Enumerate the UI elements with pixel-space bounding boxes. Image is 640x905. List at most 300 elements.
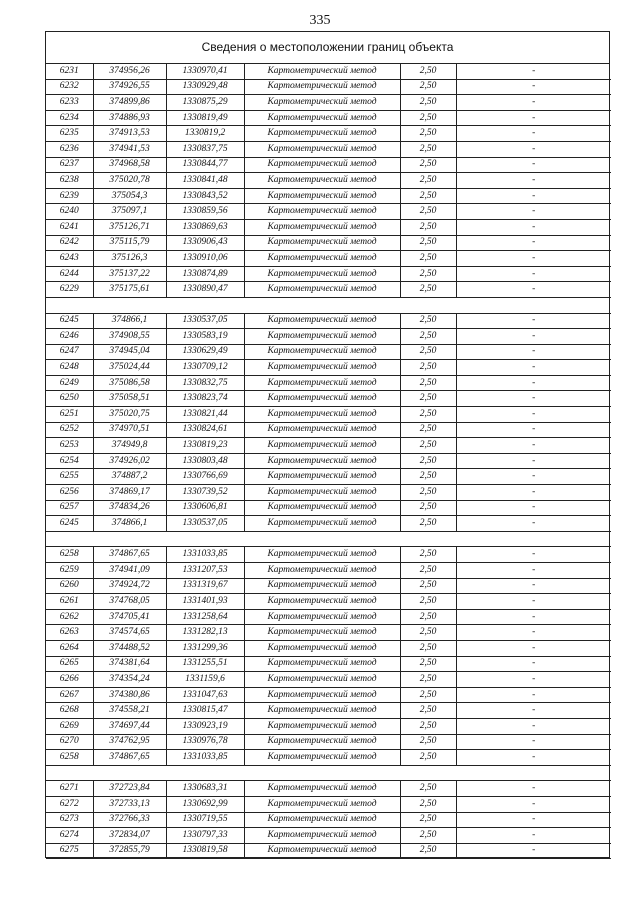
y-coordinate-cell: 1330803,48: [166, 453, 244, 469]
method-cell: Картометрический метод: [244, 110, 400, 126]
table-row: [46, 188, 611, 204]
y-coordinate-cell: 1330929,48: [166, 79, 244, 95]
accuracy-cell: 2,50: [400, 625, 456, 641]
x-coordinate-cell: 374887,2: [93, 469, 166, 485]
accuracy-cell: 2,50: [400, 734, 456, 750]
description-cell: -: [456, 251, 611, 267]
y-coordinate-cell: 1330923,19: [166, 718, 244, 734]
method-cell: Картометрический метод: [244, 251, 400, 267]
description-cell: -: [456, 500, 611, 516]
y-coordinate-cell: 1330819,23: [166, 438, 244, 454]
accuracy-cell: 2,50: [400, 266, 456, 282]
x-coordinate-cell: 374866,1: [93, 516, 166, 532]
y-coordinate-cell: 1330819,2: [166, 126, 244, 142]
accuracy-cell: 2,50: [400, 204, 456, 220]
y-coordinate-cell: 1330797,33: [166, 828, 244, 844]
point-number-cell: 6234: [46, 110, 93, 126]
method-cell: Картометрический метод: [244, 64, 400, 79]
point-number-cell: 6240: [46, 204, 93, 220]
group-separator: [46, 297, 611, 313]
point-number-cell: 6270: [46, 734, 93, 750]
table-row: [46, 687, 611, 703]
method-cell: Картометрический метод: [244, 313, 400, 329]
accuracy-cell: 2,50: [400, 469, 456, 485]
point-number-cell: 6263: [46, 625, 93, 641]
description-cell: -: [456, 796, 611, 812]
description-cell: -: [456, 360, 611, 376]
y-coordinate-cell: 1331207,53: [166, 563, 244, 579]
accuracy-cell: 2,50: [400, 547, 456, 563]
point-number-cell: 6248: [46, 360, 93, 376]
table-row: [46, 796, 611, 812]
page-number: 335: [309, 13, 331, 28]
x-coordinate-cell: 374354,24: [93, 672, 166, 688]
accuracy-cell: 2,50: [400, 375, 456, 391]
description-cell: -: [456, 235, 611, 251]
table-row: [46, 438, 611, 454]
y-coordinate-cell: 1330819,58: [166, 843, 244, 859]
x-coordinate-cell: 374574,65: [93, 625, 166, 641]
accuracy-cell: 2,50: [400, 563, 456, 579]
y-coordinate-cell: 1331033,85: [166, 750, 244, 766]
description-cell: -: [456, 141, 611, 157]
x-coordinate-cell: 375175,61: [93, 282, 166, 298]
point-number-cell: 6262: [46, 609, 93, 625]
point-number-cell: 6272: [46, 796, 93, 812]
accuracy-cell: 2,50: [400, 360, 456, 376]
table-row: [46, 126, 611, 142]
point-number-cell: 6245: [46, 516, 93, 532]
table-row: [46, 64, 611, 79]
method-cell: Картометрический метод: [244, 812, 400, 828]
accuracy-cell: 2,50: [400, 640, 456, 656]
method-cell: Картометрический метод: [244, 718, 400, 734]
point-number-cell: 6250: [46, 391, 93, 407]
x-coordinate-cell: 372855,79: [93, 843, 166, 859]
y-coordinate-cell: 1331033,85: [166, 547, 244, 563]
x-coordinate-cell: 374488,52: [93, 640, 166, 656]
table-row: [46, 329, 611, 345]
point-number-cell: 6246: [46, 329, 93, 345]
method-cell: Картометрический метод: [244, 141, 400, 157]
accuracy-cell: 2,50: [400, 438, 456, 454]
point-number-cell: 6255: [46, 469, 93, 485]
table-row: [46, 266, 611, 282]
accuracy-cell: 2,50: [400, 828, 456, 844]
description-cell: -: [456, 625, 611, 641]
y-coordinate-cell: 1330906,43: [166, 235, 244, 251]
method-cell: Картометрический метод: [244, 703, 400, 719]
accuracy-cell: 2,50: [400, 703, 456, 719]
table-row: [46, 204, 611, 220]
y-coordinate-cell: 1331258,64: [166, 609, 244, 625]
table-row: [46, 141, 611, 157]
accuracy-cell: 2,50: [400, 344, 456, 360]
accuracy-cell: 2,50: [400, 796, 456, 812]
point-number-cell: 6232: [46, 79, 93, 95]
description-cell: -: [456, 219, 611, 235]
description-cell: -: [456, 485, 611, 501]
y-coordinate-cell: 1330606,81: [166, 500, 244, 516]
table-row: [46, 360, 611, 376]
table-row: [46, 625, 611, 641]
accuracy-cell: 2,50: [400, 391, 456, 407]
x-coordinate-cell: 375115,79: [93, 235, 166, 251]
description-cell: -: [456, 157, 611, 173]
x-coordinate-cell: 374913,53: [93, 126, 166, 142]
description-cell: -: [456, 547, 611, 563]
y-coordinate-cell: 1330869,63: [166, 219, 244, 235]
method-cell: Картометрический метод: [244, 360, 400, 376]
description-cell: -: [456, 64, 611, 79]
y-coordinate-cell: 1330824,61: [166, 422, 244, 438]
x-coordinate-cell: 374697,44: [93, 718, 166, 734]
x-coordinate-cell: 374867,65: [93, 547, 166, 563]
method-cell: Картометрический метод: [244, 126, 400, 142]
table-row: [46, 703, 611, 719]
separator-cell: [46, 531, 611, 547]
group-separator: [46, 765, 611, 781]
point-number-cell: 6247: [46, 344, 93, 360]
table-row: [46, 391, 611, 407]
y-coordinate-cell: 1330537,05: [166, 516, 244, 532]
point-number-cell: 6266: [46, 672, 93, 688]
method-cell: Картометрический метод: [244, 422, 400, 438]
description-cell: -: [456, 453, 611, 469]
point-number-cell: 6254: [46, 453, 93, 469]
point-number-cell: 6258: [46, 750, 93, 766]
method-cell: Картометрический метод: [244, 188, 400, 204]
table-row: [46, 750, 611, 766]
method-cell: Картометрический метод: [244, 95, 400, 111]
method-cell: Картометрический метод: [244, 219, 400, 235]
y-coordinate-cell: 1330910,06: [166, 251, 244, 267]
x-coordinate-cell: 374956,26: [93, 64, 166, 79]
table-row: [46, 734, 611, 750]
point-number-cell: 6274: [46, 828, 93, 844]
method-cell: Картометрический метод: [244, 485, 400, 501]
point-number-cell: 6268: [46, 703, 93, 719]
accuracy-cell: 2,50: [400, 313, 456, 329]
x-coordinate-cell: 375054,3: [93, 188, 166, 204]
description-cell: -: [456, 469, 611, 485]
method-cell: Картометрический метод: [244, 687, 400, 703]
x-coordinate-cell: 374945,04: [93, 344, 166, 360]
method-cell: Картометрический метод: [244, 157, 400, 173]
table-row: [46, 344, 611, 360]
point-number-cell: 6243: [46, 251, 93, 267]
accuracy-cell: 2,50: [400, 110, 456, 126]
y-coordinate-cell: 1330819,49: [166, 110, 244, 126]
table-row: [46, 718, 611, 734]
method-cell: Картометрический метод: [244, 594, 400, 610]
accuracy-cell: 2,50: [400, 329, 456, 345]
y-coordinate-cell: 1330692,99: [166, 796, 244, 812]
x-coordinate-cell: 375126,71: [93, 219, 166, 235]
description-cell: -: [456, 313, 611, 329]
method-cell: Картометрический метод: [244, 375, 400, 391]
point-number-cell: 6258: [46, 547, 93, 563]
x-coordinate-cell: 374926,55: [93, 79, 166, 95]
table-row: [46, 375, 611, 391]
method-cell: Картометрический метод: [244, 407, 400, 423]
method-cell: Картометрический метод: [244, 578, 400, 594]
table-row: [46, 547, 611, 563]
sheet-header: Сведения о местоположении границ объекта: [46, 32, 609, 64]
point-number-cell: 6257: [46, 500, 93, 516]
description-cell: -: [456, 672, 611, 688]
accuracy-cell: 2,50: [400, 609, 456, 625]
point-number-cell: 6271: [46, 781, 93, 797]
method-cell: Картометрический метод: [244, 796, 400, 812]
x-coordinate-cell: 374926,02: [93, 453, 166, 469]
x-coordinate-cell: 374924,72: [93, 578, 166, 594]
y-coordinate-cell: 1330832,75: [166, 375, 244, 391]
description-cell: -: [456, 344, 611, 360]
point-number-cell: 6238: [46, 173, 93, 189]
accuracy-cell: 2,50: [400, 64, 456, 79]
point-number-cell: 6245: [46, 313, 93, 329]
accuracy-cell: 2,50: [400, 500, 456, 516]
method-cell: Картометрический метод: [244, 609, 400, 625]
point-number-cell: 6273: [46, 812, 93, 828]
point-number-cell: 6249: [46, 375, 93, 391]
accuracy-cell: 2,50: [400, 485, 456, 501]
x-coordinate-cell: 375137,22: [93, 266, 166, 282]
method-cell: Картометрический метод: [244, 266, 400, 282]
description-cell: -: [456, 329, 611, 345]
description-cell: -: [456, 687, 611, 703]
point-number-cell: 6239: [46, 188, 93, 204]
method-cell: Картометрический метод: [244, 625, 400, 641]
y-coordinate-cell: 1331319,67: [166, 578, 244, 594]
y-coordinate-cell: 1330821,44: [166, 407, 244, 423]
y-coordinate-cell: 1330970,41: [166, 64, 244, 79]
method-cell: Картометрический метод: [244, 391, 400, 407]
table-row: [46, 781, 611, 797]
x-coordinate-cell: 374908,55: [93, 329, 166, 345]
y-coordinate-cell: 1330683,31: [166, 781, 244, 797]
table-row: [46, 672, 611, 688]
accuracy-cell: 2,50: [400, 781, 456, 797]
point-number-cell: 6241: [46, 219, 93, 235]
description-cell: -: [456, 812, 611, 828]
method-cell: Картометрический метод: [244, 750, 400, 766]
x-coordinate-cell: 374558,21: [93, 703, 166, 719]
method-cell: Картометрический метод: [244, 282, 400, 298]
x-coordinate-cell: 374705,41: [93, 609, 166, 625]
x-coordinate-cell: 372834,07: [93, 828, 166, 844]
point-number-cell: 6235: [46, 126, 93, 142]
accuracy-cell: 2,50: [400, 656, 456, 672]
accuracy-cell: 2,50: [400, 453, 456, 469]
table-row: [46, 843, 611, 859]
y-coordinate-cell: 1331401,93: [166, 594, 244, 610]
coordinates-table: [46, 64, 611, 859]
y-coordinate-cell: 1330843,52: [166, 188, 244, 204]
separator-cell: [46, 765, 611, 781]
accuracy-cell: 2,50: [400, 672, 456, 688]
x-coordinate-cell: 375097,1: [93, 204, 166, 220]
method-cell: Картометрический метод: [244, 734, 400, 750]
description-cell: -: [456, 718, 611, 734]
y-coordinate-cell: 1330844,77: [166, 157, 244, 173]
table-row: [46, 609, 611, 625]
description-cell: -: [456, 843, 611, 859]
accuracy-cell: 2,50: [400, 251, 456, 267]
y-coordinate-cell: 1330874,89: [166, 266, 244, 282]
table-row: [46, 313, 611, 329]
table-row: [46, 157, 611, 173]
y-coordinate-cell: 1330583,19: [166, 329, 244, 345]
y-coordinate-cell: 1331255,51: [166, 656, 244, 672]
method-cell: Картометрический метод: [244, 781, 400, 797]
method-cell: Картометрический метод: [244, 329, 400, 345]
description-cell: -: [456, 516, 611, 532]
x-coordinate-cell: 374381,64: [93, 656, 166, 672]
description-cell: -: [456, 828, 611, 844]
x-coordinate-cell: 374899,86: [93, 95, 166, 111]
description-cell: -: [456, 640, 611, 656]
y-coordinate-cell: 1330719,55: [166, 812, 244, 828]
x-coordinate-cell: 374941,09: [93, 563, 166, 579]
description-cell: -: [456, 95, 611, 111]
description-cell: -: [456, 266, 611, 282]
group-separator: [46, 531, 611, 547]
description-cell: -: [456, 656, 611, 672]
method-cell: Картометрический метод: [244, 204, 400, 220]
table-row: [46, 640, 611, 656]
accuracy-cell: 2,50: [400, 843, 456, 859]
description-cell: -: [456, 282, 611, 298]
x-coordinate-cell: 374768,05: [93, 594, 166, 610]
table-row: [46, 79, 611, 95]
accuracy-cell: 2,50: [400, 173, 456, 189]
accuracy-cell: 2,50: [400, 812, 456, 828]
accuracy-cell: 2,50: [400, 188, 456, 204]
point-number-cell: 6275: [46, 843, 93, 859]
method-cell: Картометрический метод: [244, 453, 400, 469]
separator-cell: [46, 297, 611, 313]
y-coordinate-cell: 1330709,12: [166, 360, 244, 376]
point-number-cell: 6231: [46, 64, 93, 79]
accuracy-cell: 2,50: [400, 718, 456, 734]
method-cell: Картометрический метод: [244, 173, 400, 189]
x-coordinate-cell: 375126,3: [93, 251, 166, 267]
x-coordinate-cell: 374886,93: [93, 110, 166, 126]
table-row: [46, 656, 611, 672]
table-row: [46, 251, 611, 267]
description-cell: -: [456, 173, 611, 189]
method-cell: Картометрический метод: [244, 843, 400, 859]
x-coordinate-cell: 374970,51: [93, 422, 166, 438]
x-coordinate-cell: 374867,65: [93, 750, 166, 766]
point-number-cell: 6264: [46, 640, 93, 656]
accuracy-cell: 2,50: [400, 235, 456, 251]
accuracy-cell: 2,50: [400, 282, 456, 298]
description-cell: -: [456, 375, 611, 391]
table-row: [46, 500, 611, 516]
method-cell: Картометрический метод: [244, 672, 400, 688]
x-coordinate-cell: 374762,95: [93, 734, 166, 750]
description-cell: -: [456, 734, 611, 750]
x-coordinate-cell: 375024,44: [93, 360, 166, 376]
method-cell: Картометрический метод: [244, 500, 400, 516]
point-number-cell: 6267: [46, 687, 93, 703]
point-number-cell: 6265: [46, 656, 93, 672]
y-coordinate-cell: 1330841,48: [166, 173, 244, 189]
accuracy-cell: 2,50: [400, 578, 456, 594]
point-number-cell: 6244: [46, 266, 93, 282]
y-coordinate-cell: 1331047,63: [166, 687, 244, 703]
y-coordinate-cell: 1330766,69: [166, 469, 244, 485]
x-coordinate-cell: 374968,58: [93, 157, 166, 173]
description-cell: -: [456, 781, 611, 797]
x-coordinate-cell: 374866,1: [93, 313, 166, 329]
coordinates-table-body: [46, 64, 611, 859]
accuracy-cell: 2,50: [400, 516, 456, 532]
description-cell: -: [456, 407, 611, 423]
method-cell: Картометрический метод: [244, 235, 400, 251]
x-coordinate-cell: 374834,26: [93, 500, 166, 516]
method-cell: Картометрический метод: [244, 547, 400, 563]
y-coordinate-cell: 1330875,29: [166, 95, 244, 111]
accuracy-cell: 2,50: [400, 219, 456, 235]
method-cell: Картометрический метод: [244, 640, 400, 656]
x-coordinate-cell: 372723,84: [93, 781, 166, 797]
method-cell: Картометрический метод: [244, 516, 400, 532]
table-row: [46, 563, 611, 579]
table-row: [46, 453, 611, 469]
method-cell: Картометрический метод: [244, 438, 400, 454]
x-coordinate-cell: 372766,33: [93, 812, 166, 828]
description-cell: -: [456, 79, 611, 95]
accuracy-cell: 2,50: [400, 687, 456, 703]
point-number-cell: 6260: [46, 578, 93, 594]
accuracy-cell: 2,50: [400, 157, 456, 173]
accuracy-cell: 2,50: [400, 126, 456, 142]
description-cell: -: [456, 188, 611, 204]
point-number-cell: 6242: [46, 235, 93, 251]
description-cell: -: [456, 204, 611, 220]
point-number-cell: 6236: [46, 141, 93, 157]
table-row: [46, 219, 611, 235]
y-coordinate-cell: 1330823,74: [166, 391, 244, 407]
point-number-cell: 6259: [46, 563, 93, 579]
table-row: [46, 812, 611, 828]
accuracy-cell: 2,50: [400, 594, 456, 610]
boundary-sheet: [45, 31, 610, 858]
method-cell: Картометрический метод: [244, 656, 400, 672]
table-row: [46, 594, 611, 610]
accuracy-cell: 2,50: [400, 95, 456, 111]
y-coordinate-cell: 1331282,13: [166, 625, 244, 641]
table-row: [46, 485, 611, 501]
x-coordinate-cell: 375058,51: [93, 391, 166, 407]
method-cell: Картометрический метод: [244, 828, 400, 844]
x-coordinate-cell: 374949,8: [93, 438, 166, 454]
accuracy-cell: 2,50: [400, 407, 456, 423]
table-row: [46, 235, 611, 251]
y-coordinate-cell: 1330537,05: [166, 313, 244, 329]
point-number-cell: 6256: [46, 485, 93, 501]
x-coordinate-cell: 375020,75: [93, 407, 166, 423]
description-cell: -: [456, 703, 611, 719]
x-coordinate-cell: 374941,53: [93, 141, 166, 157]
table-row: [46, 95, 611, 111]
table-row: [46, 173, 611, 189]
description-cell: -: [456, 609, 611, 625]
